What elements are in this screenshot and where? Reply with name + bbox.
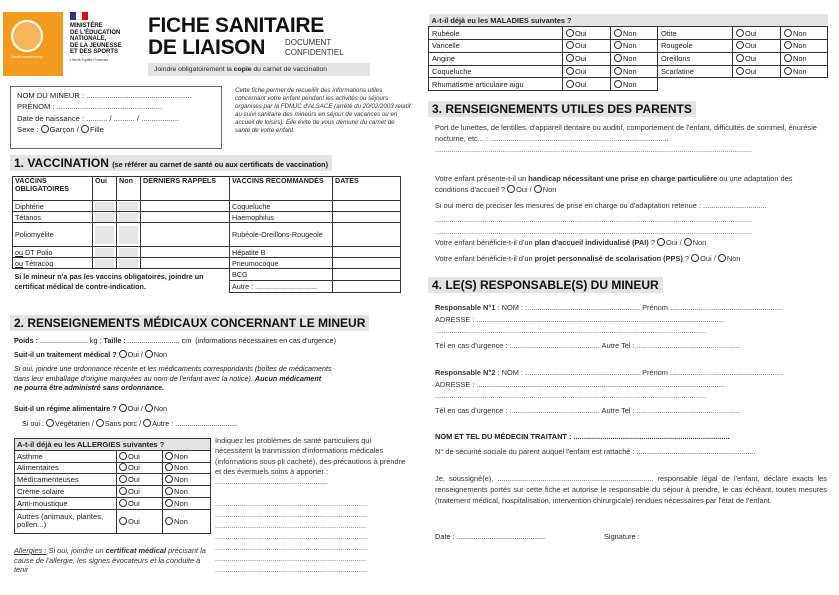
table-row: Alimentaires Oui Non bbox=[15, 462, 211, 474]
table-row: Coqueluche Oui Non Scarlatine Oui Non bbox=[429, 65, 828, 78]
radio-pps-oui[interactable] bbox=[691, 254, 699, 262]
radio-garcon[interactable] bbox=[41, 125, 49, 133]
radio-handicap-oui[interactable] bbox=[507, 185, 515, 193]
identity-box bbox=[10, 86, 222, 149]
checkbox-oui[interactable] bbox=[95, 226, 114, 244]
radio-oui[interactable] bbox=[736, 41, 744, 49]
radio-oui[interactable] bbox=[566, 29, 574, 37]
table-row: Si le mineur n'a pas les vaccins obligatoires, joindre un certificat médical de contre-indication. BCG bbox=[13, 269, 401, 281]
handicap-question: Votre enfant présente-t-il un handicap nécessitant une prise en charge particulière ou une adaptation des conditions d'accueil ? Oui / Non bbox=[435, 174, 793, 194]
radio-traitement-non[interactable] bbox=[145, 350, 153, 358]
radio-oui[interactable] bbox=[119, 475, 127, 483]
checkbox-non[interactable] bbox=[119, 213, 138, 222]
radio-non[interactable] bbox=[165, 499, 173, 507]
date-cell[interactable] bbox=[333, 258, 401, 269]
ministry-logo bbox=[70, 12, 140, 62]
radio-pai-non[interactable] bbox=[684, 238, 692, 246]
checkbox-non[interactable] bbox=[119, 226, 138, 244]
date-cell[interactable] bbox=[333, 269, 401, 281]
secu-field[interactable]: N° de sécurité sociale du parent auquel l'enfant est rattaché : .......................................................... bbox=[435, 447, 756, 456]
date-cell[interactable] bbox=[333, 201, 401, 212]
ordonnance-note: Si oui, joindre une ordonnance récente et les médicaments correspondants (boîtes de médicaments dans leur emballage d'origine marquées au nom de l'enfant avec la notice). Aucun médicament ne pourra être administré sans ordonnance. bbox=[14, 364, 332, 392]
medecin-field[interactable]: NOM ET TEL DU MÉDECIN TRAITANT : ............................................................................ bbox=[435, 432, 730, 441]
radio-sans-porc[interactable] bbox=[96, 419, 104, 427]
allergies-note: Allergies : Si oui, joindre un certificat médical précisant la cause de l'allergie, les signes évocateurs et la conduite à tenir bbox=[14, 546, 206, 574]
radio-non[interactable] bbox=[784, 41, 792, 49]
prenom-field[interactable]: PRÉNOM : .................................................. bbox=[17, 102, 163, 112]
birthdate-field[interactable]: Date de naissance : .......... / .......... / .................. bbox=[17, 113, 180, 123]
table-row: Rhumatisme articulaire aigu Oui Non bbox=[429, 78, 828, 91]
radio-non[interactable] bbox=[784, 67, 792, 75]
date-cell[interactable] bbox=[333, 212, 401, 223]
tetracoq-label: ou Tétracoq bbox=[13, 258, 93, 269]
taille-field[interactable]: .......................... cm bbox=[127, 336, 192, 345]
date-cell[interactable] bbox=[333, 280, 401, 292]
responsable-2-nom[interactable]: Responsable N°2 : NOM : ........................................................ Prénom ....................................................... bbox=[435, 368, 783, 377]
date-cell[interactable] bbox=[333, 223, 401, 247]
mesures-text: Si oui merci de préciser les mesures de prise en charge ou d'adaptation retenue : ............................... bbox=[435, 201, 767, 210]
ministry-motto: Liberté Égalité Fraternité bbox=[70, 57, 109, 62]
radio-non[interactable] bbox=[165, 517, 173, 525]
radio-oui[interactable] bbox=[566, 54, 574, 62]
confidential-label: DOCUMENT CONFIDENTIEL bbox=[285, 38, 344, 57]
ministry-name: MINISTÈRE DE L'ÉDUCATION NATIONALE, DE LA JEUNESSE ET DES SPORTS bbox=[70, 23, 122, 56]
responsable-1-nom[interactable]: Responsable N°1 : NOM : ........................................................ Prénom ....................................................... bbox=[435, 303, 783, 312]
port-lunettes-text: Port de lunettes, de lentilles, d'appareil dentaire ou auditif, comportement de l'enfant, difficultés de sommeil, énurésie nocturne, etc... : ....................................................................................... bbox=[435, 123, 817, 143]
date-field[interactable]: Date : ........................................... bbox=[435, 532, 546, 541]
maladies-table: A-t-il déjà eu les MALADIES suivantes ? Rubéole Oui Non Otite Oui Non Varicelle Oui Non Rougeole Oui Non Angine Oui Non Oreillons Oui Non Coqueluche Oui Non Scarlatine Oui Non Rhumatisme articulaire aigu Oui Non bbox=[428, 14, 828, 91]
radio-regime-oui[interactable] bbox=[119, 404, 127, 412]
table-row: ou DT Polio Hépatite B bbox=[13, 247, 401, 258]
health-problems-text: Indiquez les problèmes de santé particuliers qui nécessitent la tranmission d'informations médicales (informations sous pli cacheté), des précautions à prendre et des éventuels soins à apporter : ....................................................... bbox=[215, 436, 406, 487]
section-parents-title: 3. RENSEIGNEMENTS UTILES DES PARENTS bbox=[428, 101, 696, 117]
radio-non[interactable] bbox=[614, 41, 622, 49]
health-problems-lines[interactable]: .......................................................................... .......................................................................... .......................................................................... .......................................................................... .......................................................................... .......................................................................... .......................................................................... bbox=[215, 499, 367, 574]
intro-note: Cette fiche permet de recueillir des informations utiles concernant votre enfant pendant les activités ou séjours organisés par la FDMJC d'ALSACE (arrêté du 20/02/2003 relatif au suivi sanitaire des mineurs en séjour de vacances ou en accueil de loisirs). Elle évite de vous démunir du carnet de santé de votre enfant. bbox=[235, 87, 411, 134]
table-row: Asthme Oui Non bbox=[15, 450, 211, 462]
association-logo bbox=[3, 10, 73, 76]
radio-oui[interactable] bbox=[736, 54, 744, 62]
regime-question: Suit-il un régime alimentaire ? Oui / Non bbox=[14, 404, 168, 413]
checkbox-oui[interactable] bbox=[95, 213, 114, 222]
responsable-1-tel[interactable]: Tél en cas d'urgence : ............................................ Autre Tel : .................................................. bbox=[435, 340, 740, 350]
table-row: Crème solaire Oui Non bbox=[15, 486, 211, 498]
radio-non[interactable] bbox=[784, 29, 792, 37]
port-lunettes-lines[interactable]: .......................................................................................................................................................... bbox=[435, 145, 752, 154]
checkbox-oui[interactable] bbox=[95, 259, 114, 268]
table-row: Tétanos Haemophilus bbox=[13, 212, 401, 223]
checkbox-oui[interactable] bbox=[95, 248, 114, 257]
rappel-cell[interactable] bbox=[141, 201, 230, 212]
radio-oui[interactable] bbox=[736, 67, 744, 75]
table-row: Angine Oui Non Oreillons Oui Non bbox=[429, 52, 828, 65]
rappel-cell[interactable] bbox=[141, 258, 230, 269]
french-flag-icon bbox=[70, 12, 88, 20]
responsable-2-block: Responsable N°2 : NOM : ........................................................ Prénom ....................................................... ADRESSE : ......................................................................................................................... .................................................................................................................................... Tél en cas d'urgence : ............................................ Autre Tel : .................................................. bbox=[435, 367, 827, 416]
responsable-2-tel[interactable]: Tél en cas d'urgence : ............................................ Autre Tel : .................................................. bbox=[435, 405, 740, 415]
allergies-table: A-t-il déjà eu les ALLERGIES suivantes ? Asthme Oui Non Alimentaires Oui Non Médicamenteuses Oui Non Crème solaire Oui Non Anti-moustique Oui Non Autres (animaux, plantes, pollen...) Oui Non bbox=[14, 438, 211, 534]
responsable-1-adresse[interactable]: ADRESSE : ......................................................................................................................... bbox=[435, 314, 725, 324]
sex-field: Sexe : Garçon / Fille bbox=[17, 125, 104, 135]
rappel-cell[interactable] bbox=[141, 223, 230, 247]
vaccination-table bbox=[12, 176, 401, 293]
radio-non[interactable] bbox=[165, 487, 173, 495]
pps-question: Votre enfant bénéficie-t-il d'un projet personnalisé de scolarisation (PPS) ? Oui / Non bbox=[435, 254, 741, 263]
rappel-cell[interactable] bbox=[141, 247, 230, 258]
dt-polio-label: ou DT Polio bbox=[13, 247, 93, 258]
radio-non[interactable] bbox=[614, 29, 622, 37]
poids-taille-line: Poids : ........................ kg ; Taille : .......................... cm (informations nécessaires en cas d'urgence) bbox=[14, 336, 337, 345]
table-header-row: VACCINS OBLIGATOIRES Oui Non DERNIERS RAPPELS VACCINS RECOMMANDÉS DATES bbox=[13, 177, 401, 201]
radio-traitement-oui[interactable] bbox=[119, 350, 127, 358]
radio-fille[interactable] bbox=[81, 125, 89, 133]
radio-non[interactable] bbox=[784, 54, 792, 62]
table-row: ou Tétracoq Pneumocoque bbox=[13, 258, 401, 269]
radio-non[interactable] bbox=[165, 452, 173, 460]
radio-oui[interactable] bbox=[566, 80, 574, 88]
radio-pps-non[interactable] bbox=[718, 254, 726, 262]
section-responsables-title: 4. LE(S) RESPONSABLE(S) DU MINEUR bbox=[428, 277, 663, 293]
mesures-lines[interactable]: .......................................................................................................................................................... .......................................................................................................................................................... bbox=[435, 215, 752, 236]
table-row: Autres (animaux, plantes, pollen...) Oui Non bbox=[15, 509, 211, 533]
radio-non[interactable] bbox=[614, 67, 622, 75]
date-cell[interactable] bbox=[333, 247, 401, 258]
checkbox-non[interactable] bbox=[119, 248, 138, 257]
rappel-cell[interactable] bbox=[141, 212, 230, 223]
radio-regime-non[interactable] bbox=[145, 404, 153, 412]
checkbox-oui[interactable] bbox=[95, 202, 114, 211]
section-medical-title: 2. RENSEIGNEMENTS MÉDICAUX CONCERNANT LE MINEUR bbox=[10, 315, 369, 331]
logo-text: Comité départemental bbox=[11, 55, 43, 59]
table-row: Varicelle Oui Non Rougeole Oui Non bbox=[429, 40, 828, 53]
radio-pai-oui[interactable] bbox=[657, 238, 665, 246]
radio-vegetarien[interactable] bbox=[46, 419, 54, 427]
table-row: Médicamenteuses Oui Non bbox=[15, 474, 211, 486]
radio-oui[interactable] bbox=[119, 499, 127, 507]
pai-question: Votre enfant bénéficie-t-il d'un plan d'accueil individualisé (PAI) ? Oui / Non bbox=[435, 238, 707, 247]
radio-non[interactable] bbox=[165, 463, 173, 471]
logo-emblem-icon bbox=[11, 20, 43, 52]
radio-oui[interactable] bbox=[119, 517, 127, 525]
table-row: Anti-moustique Oui Non bbox=[15, 497, 211, 509]
signature-field[interactable]: Signature : bbox=[604, 532, 640, 541]
table-row: Autre : ............................... bbox=[13, 280, 401, 292]
radio-oui[interactable] bbox=[119, 463, 127, 471]
responsable-1-block: Responsable N°1 : NOM : ........................................................ Prénom ....................................................... ADRESSE : ......................................................................................................................... .................................................................................................................................... Tél en cas d'urgence : ............................................ Autre Tel : .................................................. bbox=[435, 302, 827, 351]
traitement-question: Suit-il un traitement médical ? Oui / Non bbox=[14, 350, 168, 359]
radio-non[interactable] bbox=[614, 80, 622, 88]
radio-oui[interactable] bbox=[566, 41, 574, 49]
section-vaccination-title: 1. VACCINATION (se référer au carnet de santé ou aux certificats de vaccination) bbox=[10, 155, 332, 171]
radio-oui[interactable] bbox=[566, 67, 574, 75]
regime-options: Si oui : Végétarien / Sans porc / Autre : ............................... bbox=[22, 419, 238, 428]
radio-oui[interactable] bbox=[736, 29, 744, 37]
nom-field[interactable]: NOM DU MINEUR : .................................................. bbox=[17, 91, 192, 100]
radio-non[interactable] bbox=[614, 54, 622, 62]
radio-oui[interactable] bbox=[119, 452, 127, 460]
radio-oui[interactable] bbox=[119, 487, 127, 495]
responsable-2-adresse[interactable]: ADRESSE : ......................................................................................................................... bbox=[435, 379, 725, 389]
radio-non[interactable] bbox=[165, 475, 173, 483]
checkbox-non[interactable] bbox=[119, 202, 138, 211]
table-row: Poliomyélite Rubéole-Oreillons-Rougeole bbox=[13, 223, 401, 247]
poids-field[interactable]: ........................ kg ; bbox=[39, 336, 102, 345]
page-title: FICHE SANITAIRE DE LIAISON bbox=[148, 14, 324, 59]
table-row: Rubéole Oui Non Otite Oui Non bbox=[429, 27, 828, 40]
radio-autre[interactable] bbox=[143, 419, 151, 427]
joindre-banner: Joindre obligatoirement la copie du carnet de vaccination bbox=[148, 63, 370, 76]
declaration-text: Je, soussigné(e), ............................................................................ responsable légal de l'enfant, déclare exacts les renseignements portés sur cette fiche et autorise le responsable du séjour à prendre, le cas échéant, toutes mesures (traitement médical, hospitalisation, intervention chirurgicale) rendues nécessaires par l'état de l'enfant. bbox=[435, 474, 827, 505]
table-row: Diphtérie Coqueluche bbox=[13, 201, 401, 212]
radio-handicap-non[interactable] bbox=[534, 185, 542, 193]
checkbox-non[interactable] bbox=[119, 259, 138, 268]
